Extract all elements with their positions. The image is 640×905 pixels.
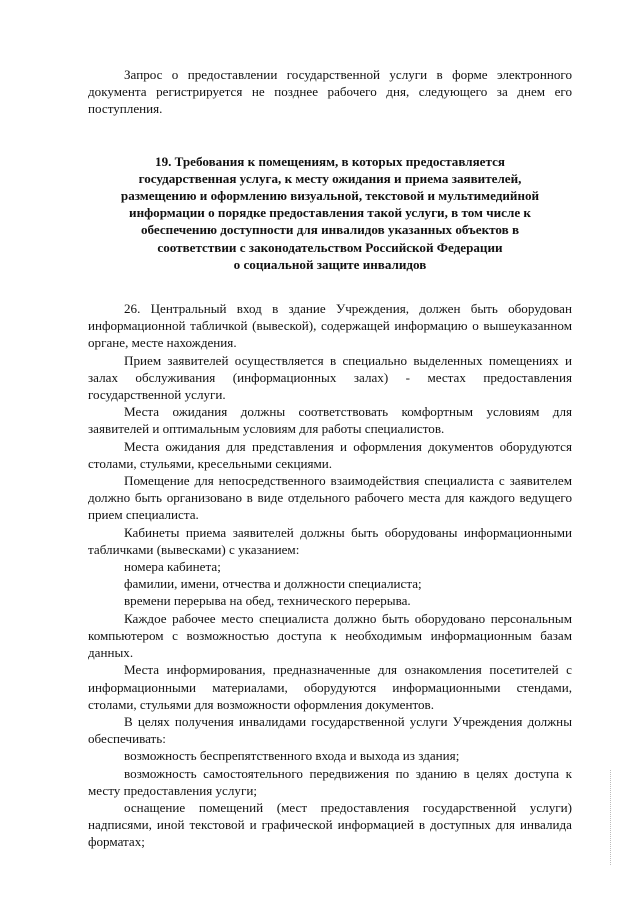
paragraph: Каждое рабочее место специалиста должно быть оборудовано персональным компьютером с возможностью доступа к необходимым информационным базам данных. (88, 610, 572, 661)
paragraph: 26. Центральный вход в здание Учреждения, должен быть оборудован информационной табличкой (вывеской), содержащей информацию о вышеуказанном органе, месте нахождения. (88, 301, 572, 351)
paragraph: Прием заявителей осуществляется в специально выделенных помещениях и залах обслуживания (информационных залах) - местах предоставления государственной услуги. (88, 352, 572, 403)
paragraph: В целях получения инвалидами государственной услуги Учреждения должны обеспечивать: (88, 713, 572, 747)
heading-line: государственная услуга, к месту ожидания и приема заявителей, (138, 170, 522, 186)
list-item: возможность самостоятельного передвижения по зданию в целях доступа к месту предоставления услуги; (88, 765, 572, 798)
paragraph: Места ожидания для представления и оформления документов оборудуются столами, стульями, кресельными секциями. (88, 438, 572, 471)
paragraph: Места ожидания должны соответствовать комфортным условиям для заявителей и оптимальным условиям для работы специалистов. (88, 404, 572, 437)
heading-line: о социальной защите инвалидов (233, 256, 427, 272)
scan-edge-marks (610, 770, 613, 865)
list-item: возможность беспрепятственного входа и выхода из здания; (124, 748, 460, 764)
heading-line: соответствии с законодательством Российской Федерации (157, 239, 503, 255)
heading-line: обеспечению доступности для инвалидов указанных объектов в (140, 222, 520, 238)
list-item: оснащение помещений (мест предоставления государственной услуги) надписями, иной текстовой и графической информацией в доступных для инвалида форматах; (88, 799, 572, 850)
list-item: времени перерыва на обед, технического перерыва. (124, 593, 411, 609)
paragraph: Места информирования, предназначенные для ознакомления посетителей с информационными материалами, оборудуются информационными стендами, столами, стульями для возможности оформления документов. (88, 662, 572, 712)
document-body (88, 66, 572, 851)
intro-paragraph: Запрос о предоставлении государственной услуги в форме электронного документа регистрируется не позднее рабочего дня, следующего за днем его поступления. (88, 67, 572, 117)
heading-line: информации о порядке предоставления такой услуги, в том числе к (129, 205, 531, 221)
list-item: номера кабинета; (124, 559, 221, 575)
section-heading (88, 153, 572, 273)
heading-line: размещению и оформлению визуальной, текстовой и мультимедийной (120, 188, 540, 204)
paragraph: Кабинеты приема заявителей должны быть оборудованы информационными табличками (вывесками) с указанием: (88, 524, 572, 557)
paragraph: Помещение для непосредственного взаимодействия специалиста с заявителем должно быть организовано в виде отдельного рабочего места для каждого ведущего прием специалиста. (88, 473, 572, 523)
list-item: фамилии, имени, отчества и должности специалиста; (124, 576, 422, 592)
heading-line: 19. Требования к помещениям, в которых предоставляется (155, 153, 505, 169)
